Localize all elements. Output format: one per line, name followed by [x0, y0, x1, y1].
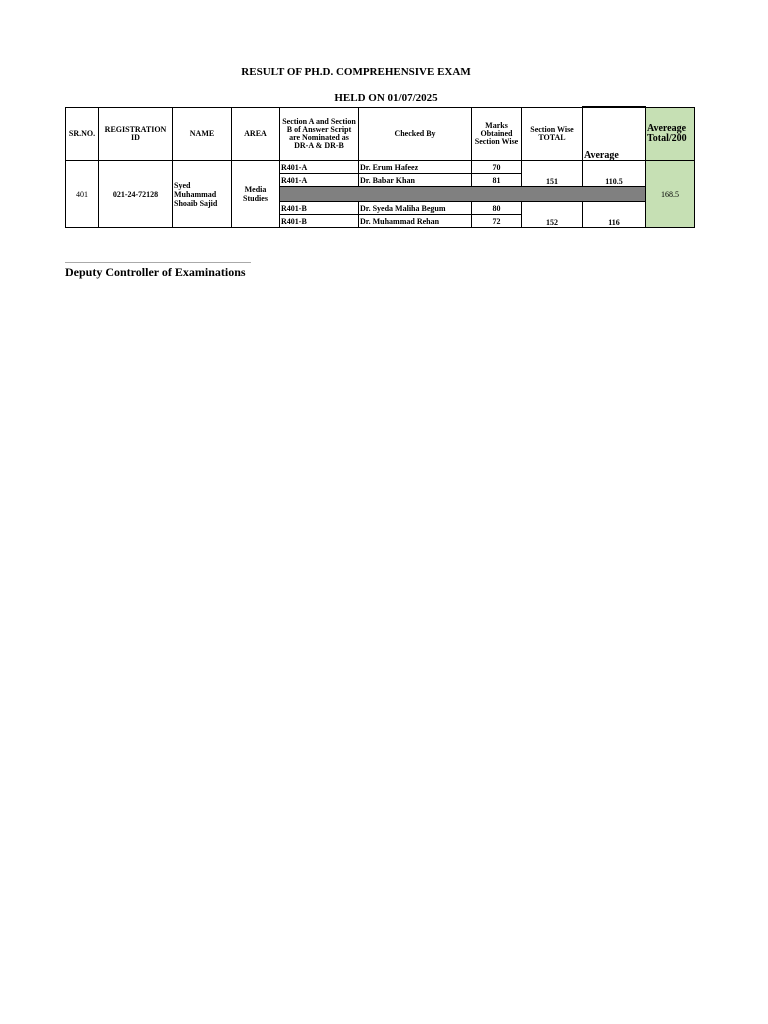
header-name: NAME [173, 107, 232, 161]
marks-cell: 70 [472, 161, 522, 174]
section-a-total-cell: 151 [522, 161, 583, 187]
section-cell: R401-A [280, 161, 359, 174]
checked-by-cell: Dr. Syeda Maliha Begum [359, 202, 472, 215]
student-name-cell: Syed Muhammad Shoaib Sajid [173, 161, 232, 228]
header-average-total: Avereage Total/200 [646, 107, 695, 161]
sr-no-cell: 401 [66, 161, 99, 228]
exam-date-subtitle: HELD ON 01/07/2025 [334, 92, 438, 104]
average-total-cell: 168.5 [646, 161, 695, 228]
result-table [65, 106, 695, 228]
signature-title: Deputy Controller of Examinations [65, 265, 246, 279]
signature-line [65, 262, 251, 263]
header-area: AREA [232, 107, 280, 161]
header-registration-id: REGISTRATION ID [99, 107, 173, 161]
section-a-average-cell: 110.5 [583, 161, 646, 187]
header-row [66, 107, 695, 161]
section-cell: R401-B [280, 202, 359, 215]
header-sr-no: SR.NO. [66, 107, 99, 161]
section-cell: R401-B [280, 215, 359, 228]
grey-separator [280, 187, 646, 202]
header-section: Section A and Section B of Answer Script are Nominated as DR-A & DR-B [280, 107, 359, 161]
checked-by-cell: Dr. Muhammad Rehan [359, 215, 472, 228]
marks-cell: 80 [472, 202, 522, 215]
registration-id-cell: 021-24-72128 [99, 161, 173, 228]
header-marks: Marks Obtained Section Wise [472, 107, 522, 161]
header-checked-by: Checked By [359, 107, 472, 161]
exam-result-title: RESULT OF PH.D. COMPREHENSIVE EXAM [241, 66, 471, 78]
table-row [66, 161, 695, 174]
checked-by-cell: Dr. Babar Khan [359, 174, 472, 187]
header-section-total: Section Wise TOTAL [522, 107, 583, 161]
area-cell: Media Studies [232, 161, 280, 228]
section-cell: R401-A [280, 174, 359, 187]
section-b-average-cell: 116 [583, 202, 646, 228]
checked-by-cell: Dr. Erum Hafeez [359, 161, 472, 174]
marks-cell: 81 [472, 174, 522, 187]
marks-cell: 72 [472, 215, 522, 228]
section-b-total-cell: 152 [522, 202, 583, 228]
header-average: Average [583, 107, 646, 161]
